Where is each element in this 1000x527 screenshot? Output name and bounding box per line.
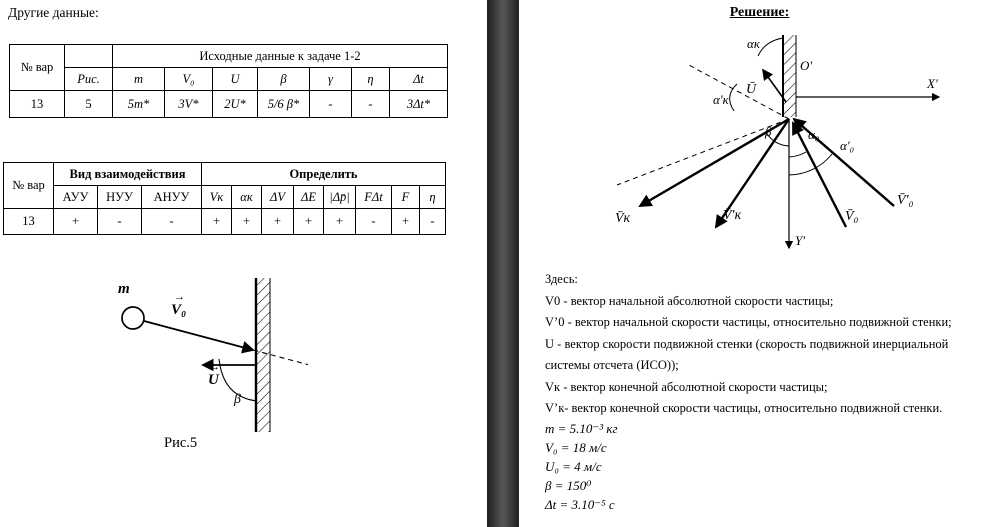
particle bbox=[122, 307, 144, 329]
data-cell: 5m* bbox=[113, 91, 165, 118]
table-row bbox=[10, 91, 448, 118]
data-cell: + bbox=[392, 209, 420, 235]
wall bbox=[256, 278, 270, 432]
data-cell: - bbox=[420, 209, 446, 235]
data-cell: - bbox=[352, 91, 390, 118]
header-cell: αк bbox=[232, 186, 262, 209]
header-cell: F bbox=[392, 186, 420, 209]
given-line: m = 5.10⁻³ кг bbox=[545, 421, 618, 436]
beta-label: β bbox=[234, 392, 241, 407]
header-cell: Δt bbox=[390, 68, 448, 91]
table2-var-header: № вар bbox=[4, 163, 54, 209]
header-cell: АУУ bbox=[54, 186, 98, 209]
header-cell: V₀ bbox=[165, 68, 213, 91]
header-cell: Рис. bbox=[65, 68, 113, 91]
data-cell: + bbox=[232, 209, 262, 235]
definition-line: V’к- вектор конечной скорости частицы, относительно подвижной стенки. bbox=[545, 401, 943, 415]
definition-line: V0 - вектор начальной абсолютной скорости частицы; bbox=[545, 293, 834, 308]
vk-label: V̄к bbox=[615, 211, 631, 226]
data-cell: - bbox=[356, 209, 392, 235]
y-axis-label: Y′ bbox=[795, 233, 806, 248]
data-cell: - bbox=[310, 91, 352, 118]
header-cell: γ bbox=[310, 68, 352, 91]
definition-line: V’0 - вектор начальной скорости частицы, относительно подвижной стенки; bbox=[545, 315, 952, 329]
x-axis-label: X′ bbox=[927, 76, 938, 91]
table1-var-header: № вар bbox=[10, 45, 65, 91]
header-cell: Vк bbox=[202, 186, 232, 209]
data-cell: + bbox=[54, 209, 98, 235]
header-cell: η bbox=[352, 68, 390, 91]
data-cell: 2U* bbox=[213, 91, 258, 118]
dashed-construction bbox=[687, 64, 789, 119]
header-cell: m bbox=[113, 68, 165, 91]
header-cell: β bbox=[258, 68, 310, 91]
given-line: V₀ = 18 м/с bbox=[545, 440, 607, 455]
vector-arrow-icon: → bbox=[209, 361, 220, 373]
header-cell: η bbox=[420, 186, 446, 209]
page-left bbox=[0, 0, 487, 527]
wall bbox=[783, 35, 796, 117]
table-row bbox=[4, 209, 446, 235]
data-cell: 3V* bbox=[165, 91, 213, 118]
data-cell: - bbox=[98, 209, 142, 235]
v0-label: V̄₀ bbox=[845, 209, 859, 224]
vector-arrow-icon: → bbox=[174, 291, 185, 303]
figure-5 bbox=[58, 266, 380, 456]
here-label: Здесь: bbox=[545, 272, 578, 286]
v0-label: V₀ bbox=[171, 302, 187, 318]
alpha-0-label: α₀ bbox=[808, 127, 820, 142]
alpha-k-label: αк bbox=[747, 36, 760, 51]
header-cell: ΔV bbox=[262, 186, 294, 209]
table-row bbox=[10, 45, 448, 68]
table-row bbox=[4, 186, 446, 209]
page-right bbox=[519, 0, 1000, 527]
given-line: β = 150⁰ bbox=[545, 478, 592, 493]
figure-caption: Рис.5 bbox=[164, 435, 198, 451]
v0-prime-label: V̄′₀ bbox=[897, 193, 914, 208]
data-cell: 3Δt* bbox=[390, 91, 448, 118]
mass-label: m bbox=[118, 281, 130, 297]
v0-vector bbox=[793, 123, 846, 227]
solution-title: Решение: bbox=[729, 5, 790, 20]
data-cell: 5/6 β* bbox=[258, 91, 310, 118]
page-divider bbox=[487, 0, 519, 527]
definition-line: Vк - вектор конечной абсолютной скорости частицы; bbox=[545, 379, 828, 394]
header-cell: U bbox=[213, 68, 258, 91]
u-label: Ū bbox=[746, 82, 757, 97]
data-cell: - bbox=[142, 209, 202, 235]
given-line: U₀ = 4 м/с bbox=[545, 459, 602, 474]
header-cell: АНУУ bbox=[142, 186, 202, 209]
other-data-label: Другие данные: bbox=[8, 5, 99, 20]
dashed-construction bbox=[617, 119, 789, 185]
definitions-block bbox=[545, 269, 983, 420]
origin-label: O′ bbox=[800, 58, 813, 73]
header-cell: |Δp̄| bbox=[324, 186, 356, 209]
table-row bbox=[10, 68, 448, 91]
table-row bbox=[4, 163, 446, 186]
beta-label: β bbox=[765, 124, 772, 139]
table1-span-header: Исходные данные к задаче 1-2 bbox=[113, 45, 448, 68]
header-cell: FΔt bbox=[356, 186, 392, 209]
alpha-0-prime-label: α′₀ bbox=[840, 138, 855, 153]
data-cell: + bbox=[324, 209, 356, 235]
definition-line: U - вектор скорости подвижной стенки (скорость подвижной инерциальной системы отсчета (ИСО)); bbox=[545, 336, 949, 372]
vk-prime-label: V̄′к bbox=[723, 208, 742, 223]
table2-group-interaction: Вид взаимодействия bbox=[54, 163, 202, 186]
table1-empty-header bbox=[65, 45, 113, 68]
data-cell: + bbox=[294, 209, 324, 235]
table2-group-determine: Определить bbox=[202, 163, 446, 186]
given-values-block bbox=[545, 419, 618, 514]
u-label: U bbox=[208, 372, 219, 388]
solution-diagram bbox=[537, 24, 981, 270]
alpha-k-prime-label: α′к bbox=[713, 92, 729, 107]
header-cell: ΔE bbox=[294, 186, 324, 209]
header-cell: НУУ bbox=[98, 186, 142, 209]
data-cell: + bbox=[202, 209, 232, 235]
alphak-arc bbox=[758, 38, 783, 56]
determine-table bbox=[3, 162, 446, 235]
given-line: Δt = 3.10⁻⁵ с bbox=[545, 497, 615, 512]
dashed-extension bbox=[236, 346, 308, 365]
data-cell: 13 bbox=[10, 91, 65, 118]
data-cell: 5 bbox=[65, 91, 113, 118]
initial-data-table bbox=[9, 44, 448, 118]
data-cell: 13 bbox=[4, 209, 54, 235]
data-cell: + bbox=[262, 209, 294, 235]
alpha0-arc bbox=[789, 152, 806, 157]
